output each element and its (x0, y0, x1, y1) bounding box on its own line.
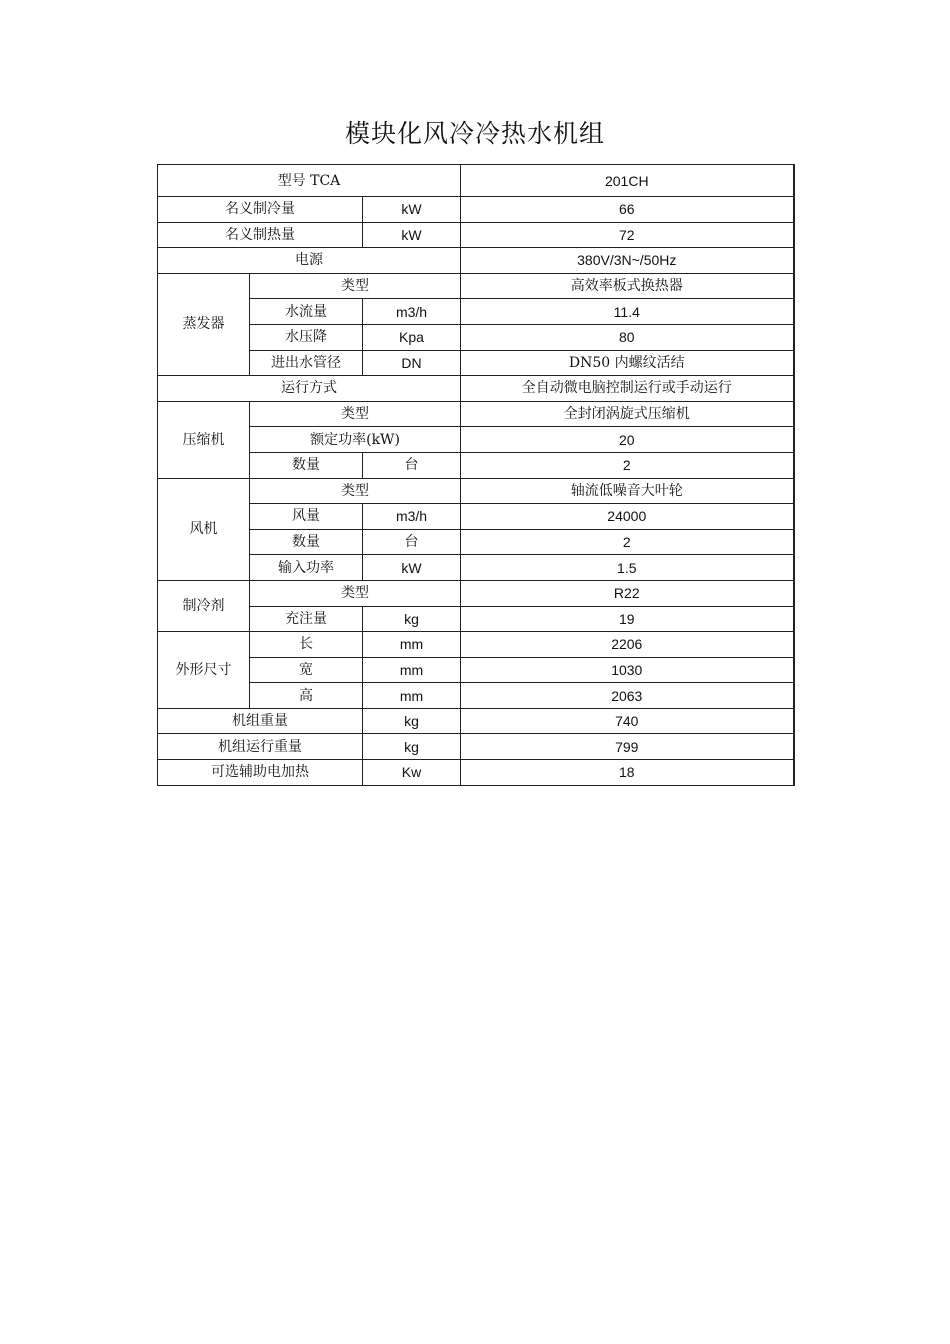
fan-airflow-unit: m3/h (363, 504, 461, 530)
compressor-rated-power-value: 20 (461, 427, 794, 453)
evaporator-flow-value: 11.4 (461, 299, 794, 325)
table-row-power-supply (158, 248, 794, 274)
evaporator-pressure-drop-unit: Kpa (363, 324, 461, 350)
refrigerant-charge-value: 19 (461, 606, 794, 632)
table-row-fan-type (158, 478, 794, 504)
fan-type-label: 类型 (250, 478, 461, 504)
fan-quantity-unit: 台 (363, 529, 461, 555)
dimension-height-unit: mm (363, 683, 461, 709)
table-row-refrigerant-type (158, 580, 794, 606)
table-row-compressor-rated-power (158, 427, 794, 453)
power-supply-label: 电源 (158, 248, 461, 274)
dimension-length-unit: mm (363, 632, 461, 658)
evaporator-flow-label: 水流量 (250, 299, 363, 325)
compressor-quantity-label: 数量 (250, 452, 363, 478)
table-row-fan-quantity (158, 529, 794, 555)
compressor-quantity-unit: 台 (363, 452, 461, 478)
table-row-cooling (158, 197, 794, 223)
evaporator-pipe-label: 进出水管径 (250, 350, 363, 376)
heating-value: 72 (461, 222, 794, 248)
heating-unit: kW (363, 222, 461, 248)
table-row-evaporator-flow (158, 299, 794, 325)
evaporator-type-label: 类型 (250, 273, 461, 299)
evaporator-pressure-drop-value: 80 (461, 324, 794, 350)
table-row-evaporator-pipe (158, 350, 794, 376)
dimension-height-value: 2063 (461, 683, 794, 709)
refrigerant-charge-unit: kg (363, 606, 461, 632)
table-row-aux-heat (158, 760, 794, 786)
table-row-fan-airflow (158, 504, 794, 530)
refrigerant-group-label: 制冷剂 (158, 580, 250, 631)
cooling-label: 名义制冷量 (158, 197, 363, 223)
evaporator-pressure-drop-label: 水压降 (250, 324, 363, 350)
dimension-width-label: 宽 (250, 657, 363, 683)
table-row-model (158, 165, 794, 197)
refrigerant-type-value: R22 (461, 580, 794, 606)
fan-input-power-value: 1.5 (461, 555, 794, 581)
table-row-operation (158, 376, 794, 402)
table-row-refrigerant-charge (158, 606, 794, 632)
operating-weight-label: 机组运行重量 (158, 734, 363, 760)
fan-quantity-value: 2 (461, 529, 794, 555)
fan-group-label: 风机 (158, 478, 250, 580)
compressor-rated-power-label: 额定功率(kW) (250, 427, 461, 453)
table-row-evaporator-type (158, 273, 794, 299)
dimension-length-label: 长 (250, 632, 363, 658)
table-row-operating-weight (158, 734, 794, 760)
evaporator-flow-unit: m3/h (363, 299, 461, 325)
refrigerant-type-label: 类型 (250, 580, 461, 606)
operating-weight-unit: kg (363, 734, 461, 760)
compressor-quantity-value: 2 (461, 452, 794, 478)
weight-value: 740 (461, 708, 794, 734)
weight-unit: kg (363, 708, 461, 734)
evaporator-pipe-value: DN50 内螺纹活结 (461, 350, 794, 376)
dimension-width-value: 1030 (461, 657, 794, 683)
operation-value: 全自动微电脑控制运行或手动运行 (461, 376, 794, 402)
aux-heat-value: 18 (461, 760, 794, 786)
refrigerant-charge-label: 充注量 (250, 606, 363, 632)
dimensions-group-label: 外形尺寸 (158, 632, 250, 709)
operation-label: 运行方式 (158, 376, 461, 402)
dimension-height-label: 高 (250, 683, 363, 709)
fan-airflow-label: 风量 (250, 504, 363, 530)
model-value: 201CH (461, 165, 794, 197)
table-row-weight (158, 708, 794, 734)
compressor-group-label: 压缩机 (158, 401, 250, 478)
operating-weight-value: 799 (461, 734, 794, 760)
weight-label: 机组重量 (158, 708, 363, 734)
table-row-fan-input-power (158, 555, 794, 581)
fan-airflow-value: 24000 (461, 504, 794, 530)
compressor-type-value: 全封闭涡旋式压缩机 (461, 401, 794, 427)
fan-quantity-label: 数量 (250, 529, 363, 555)
evaporator-type-value: 高效率板式换热器 (461, 273, 794, 299)
cooling-value: 66 (461, 197, 794, 223)
dimension-length-value: 2206 (461, 632, 794, 658)
table-row-heating (158, 222, 794, 248)
page-title: 模块化风冷冷热水机组 (344, 119, 605, 148)
table-row-dimension-width (158, 657, 794, 683)
cooling-unit: kW (363, 197, 461, 223)
dimension-width-unit: mm (363, 657, 461, 683)
compressor-type-label: 类型 (250, 401, 461, 427)
evaporator-group-label: 蒸发器 (158, 273, 250, 375)
heating-label: 名义制热量 (158, 222, 363, 248)
table-row-dimension-height (158, 683, 794, 709)
aux-heat-unit: Kw (363, 760, 461, 786)
fan-input-power-unit: kW (363, 555, 461, 581)
table-row-compressor-type (158, 401, 794, 427)
evaporator-pipe-unit: DN (363, 350, 461, 376)
aux-heat-label: 可选辅助电加热 (158, 760, 363, 786)
model-label: 型号 TCA (158, 165, 461, 197)
table-row-dimension-length (158, 632, 794, 658)
spec-table (157, 164, 795, 786)
table-row-evaporator-pressure-drop (158, 324, 794, 350)
power-supply-value: 380V/3N~/50Hz (461, 248, 794, 274)
table-row-compressor-quantity (158, 452, 794, 478)
fan-type-value: 轴流低噪音大叶轮 (461, 478, 794, 504)
fan-input-power-label: 输入功率 (250, 555, 363, 581)
